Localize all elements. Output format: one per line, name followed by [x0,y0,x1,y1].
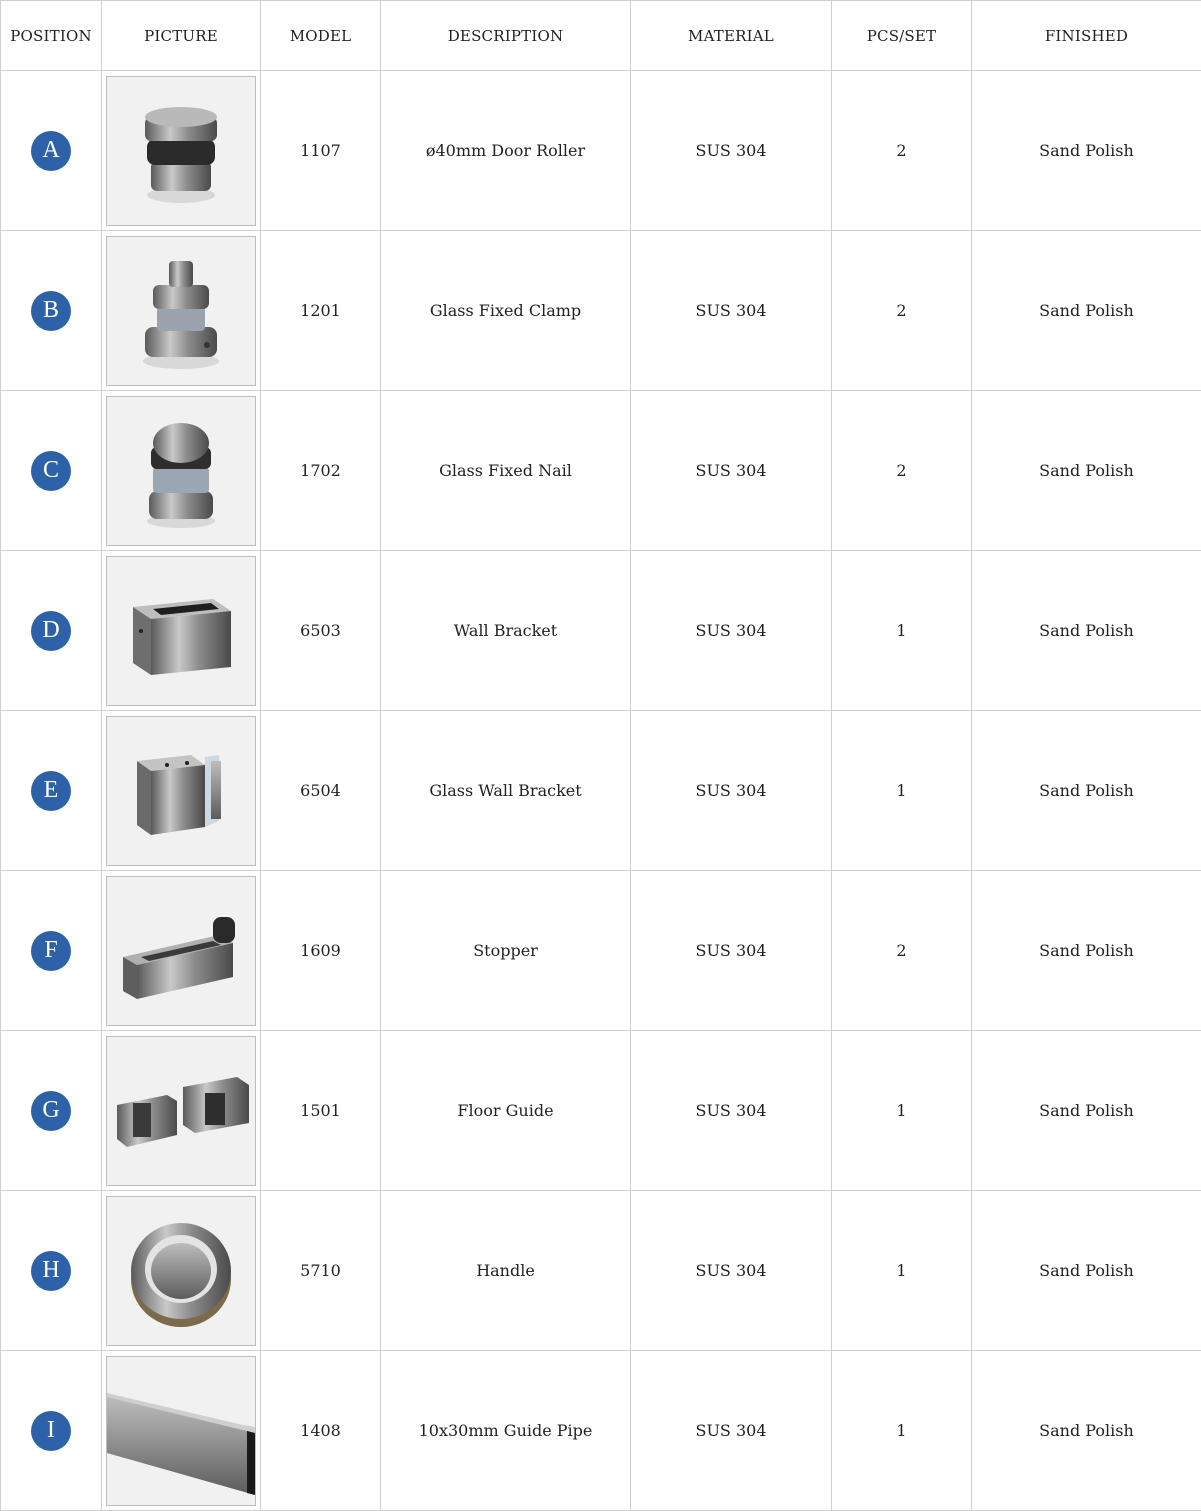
description-cell: Wall Bracket [381,551,631,711]
finished-cell: Sand Polish [972,231,1201,391]
pcs-cell: 1 [832,1191,972,1351]
material-cell: SUS 304 [631,711,832,871]
description-cell: Glass Fixed Nail [381,391,631,551]
finished-cell: Sand Polish [972,551,1201,711]
table-header-row [1,1,1201,71]
description-cell: Glass Wall Bracket [381,711,631,871]
position-header: POSITION [1,1,102,71]
table-row [1,871,1201,1031]
finished-cell: Sand Polish [972,1031,1201,1191]
picture-header: PICTURE [102,1,261,71]
position-badge: D [31,611,71,651]
description-header: DESCRIPTION [381,1,631,71]
glass-fixed-clamp-icon [106,236,256,386]
wall-bracket-icon [106,556,256,706]
position-badge: H [31,1251,71,1291]
table-row [1,551,1201,711]
position-badge: E [31,771,71,811]
model-cell: 1201 [261,231,381,391]
table-row [1,1031,1201,1191]
pcs-cell: 1 [832,711,972,871]
position-badge: G [31,1091,71,1131]
material-cell: SUS 304 [631,71,832,231]
material-cell: SUS 304 [631,1031,832,1191]
description-cell: Stopper [381,871,631,1031]
floor-guide-icon [106,1036,256,1186]
position-badge: F [31,931,71,971]
material-cell: SUS 304 [631,551,832,711]
position-badge: A [31,131,71,171]
finished-cell: Sand Polish [972,1191,1201,1351]
pcs-cell: 1 [832,1351,972,1511]
material-header: MATERIAL [631,1,832,71]
pcs-cell: 2 [832,871,972,1031]
material-cell: SUS 304 [631,1351,832,1511]
table-row [1,71,1201,231]
model-cell: 1702 [261,391,381,551]
model-cell: 1609 [261,871,381,1031]
guide-pipe-icon [106,1356,256,1506]
finished-cell: Sand Polish [972,71,1201,231]
material-cell: SUS 304 [631,231,832,391]
model-cell: 1408 [261,1351,381,1511]
table-row [1,1351,1201,1511]
glass-wall-bracket-icon [106,716,256,866]
description-cell: ø40mm Door Roller [381,71,631,231]
position-badge: C [31,451,71,491]
finished-header: FINISHED [972,1,1201,71]
pcs-cell: 2 [832,71,972,231]
material-cell: SUS 304 [631,391,832,551]
material-cell: SUS 304 [631,1191,832,1351]
model-cell: 6504 [261,711,381,871]
position-badge: I [31,1411,71,1451]
finished-cell: Sand Polish [972,391,1201,551]
door-roller-icon [106,76,256,226]
table-row [1,711,1201,871]
pcs-per-set-header: PCS/SET [832,1,972,71]
position-badge: B [31,291,71,331]
model-header: MODEL [261,1,381,71]
model-cell: 6503 [261,551,381,711]
model-cell: 1501 [261,1031,381,1191]
description-cell: Glass Fixed Clamp [381,231,631,391]
finished-cell: Sand Polish [972,711,1201,871]
description-cell: Handle [381,1191,631,1351]
description-cell: Floor Guide [381,1031,631,1191]
table-row [1,231,1201,391]
pcs-cell: 2 [832,391,972,551]
pcs-cell: 2 [832,231,972,391]
model-cell: 5710 [261,1191,381,1351]
glass-fixed-nail-icon [106,396,256,546]
material-cell: SUS 304 [631,871,832,1031]
handle-icon [106,1196,256,1346]
model-cell: 1107 [261,71,381,231]
table-row [1,391,1201,551]
stopper-icon [106,876,256,1026]
finished-cell: Sand Polish [972,1351,1201,1511]
finished-cell: Sand Polish [972,871,1201,1031]
pcs-cell: 1 [832,1031,972,1191]
pcs-cell: 1 [832,551,972,711]
description-cell: 10x30mm Guide Pipe [381,1351,631,1511]
table-row [1,1191,1201,1351]
